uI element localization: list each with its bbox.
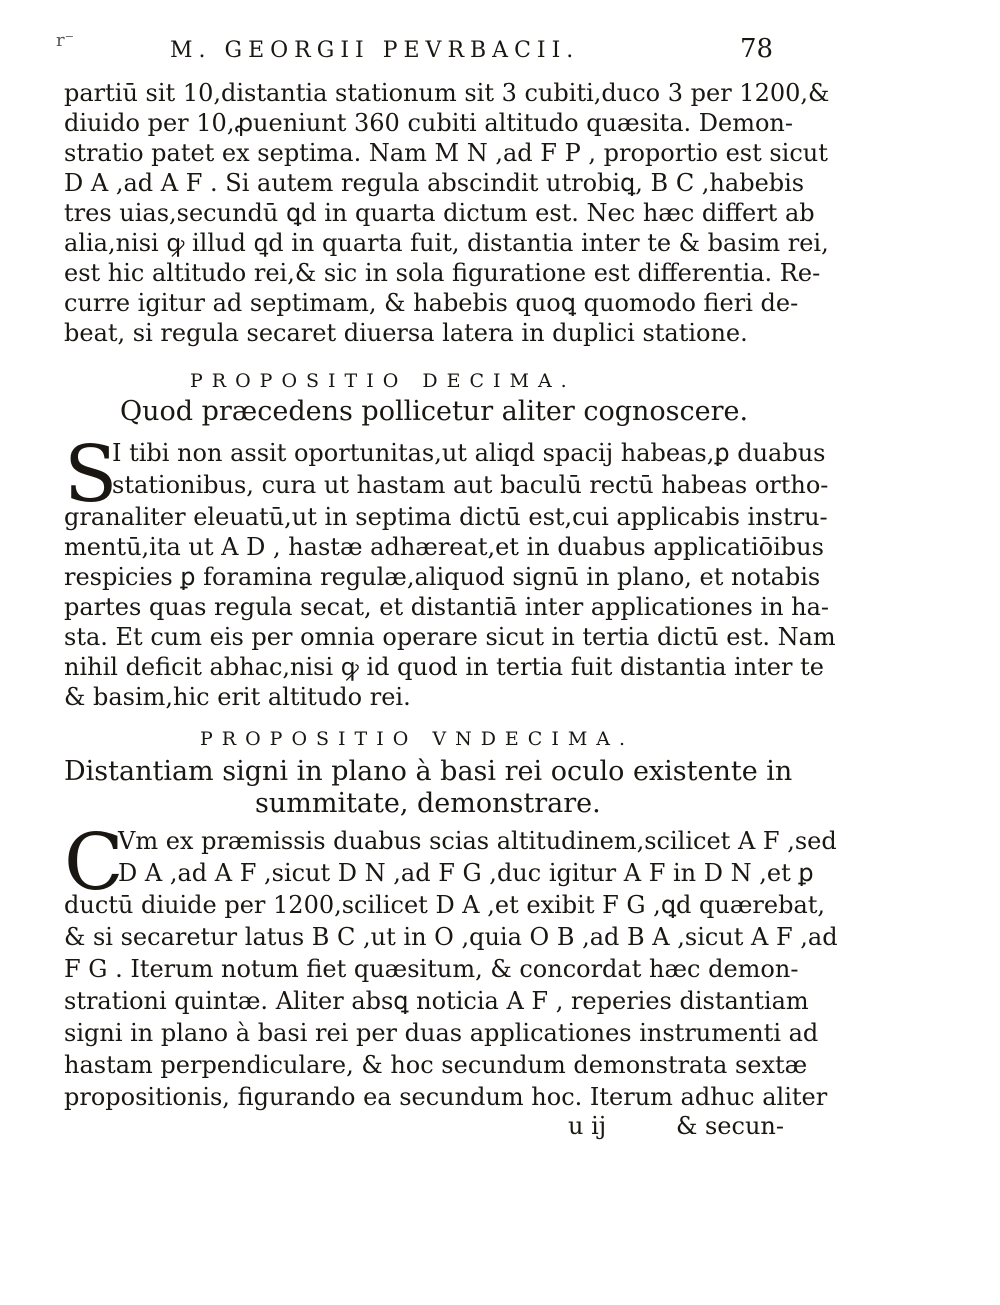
signature-mark: u ij <box>568 1112 607 1140</box>
drop-capital: S <box>64 430 118 520</box>
text-line: stratio patet ex septima. Nam M N ,ad F P , proportio est sicut <box>64 139 828 167</box>
proposition-subtitle: Distantiam signi in plano à basi rei oculo existente in <box>64 756 793 787</box>
folio-number: 78 <box>740 34 774 64</box>
text-line: curre igitur ad septimam, & habebis quoꝗ quomodo fieri de- <box>64 289 799 317</box>
text-line: & basim,hic erit altitudo rei. <box>64 683 411 711</box>
text-line: D A ,ad A F . Si autem regula abscindit utrobiꝗ, B C ,habebis <box>64 169 805 197</box>
text-line: respicies ꝑ foramina regulæ,aliquod signū in plano, et notabis <box>64 563 821 591</box>
text-line: I tibi non assit oportunitas,ut aliqd spacij habeas,ꝑ duabus <box>112 439 826 467</box>
text-line: mentū,ita ut A D , hastæ adhæreat,et in duabus applicatiōibus <box>64 533 824 561</box>
proposition-subtitle: summitate, demonstrare. <box>255 788 601 819</box>
proposition-subtitle: Quod præcedens pollicetur aliter cognoscere. <box>120 396 749 427</box>
catchword: & secun- <box>676 1112 784 1140</box>
text-line: propositionis, figurando ea secundum hoc. Iterum adhuc aliter <box>64 1083 828 1111</box>
proposition-heading: PROPOSITIO DECIMA. <box>190 370 576 392</box>
text-line: Vm ex præmissis duabus scias altitudinem,scilicet A F ,sed <box>118 827 837 855</box>
text-line: F G . Iterum notum fiet quæsitum, & concordat hæc demon- <box>64 955 799 983</box>
text-line: alia,nisi ꝙ illud ꝗd in quarta fuit, distantia inter te & basim rei, <box>64 229 829 257</box>
text-line: ductū diuide per 1200,scilicet D A ,et exibit F G ,ꝗd quærebat, <box>64 891 826 919</box>
text-line: D A ,ad A F ,sicut D N ,ad F G ,duc igitur A F in D N ,et ꝑ <box>118 859 814 887</box>
text-line: & si secaretur latus B C ,ut in O ,quia O B ,ad B A ,sicut A F ,ad <box>64 923 838 951</box>
text-line: nihil deficit abhac,nisi ꝙ id quod in tertia fuit distantia inter te <box>64 653 824 681</box>
proposition-heading: PROPOSITIO VNDECIMA. <box>200 728 635 750</box>
text-line: partes quas regula secat, et distantiā inter applicationes in ha- <box>64 593 830 621</box>
text-line: partiū sit 10,distantia stationum sit 3 cubiti,duco 3 per 1200,& <box>64 79 830 107</box>
running-head: M. GEORGII PEVRBACII. <box>170 38 580 63</box>
text-line: stationibus, cura ut hastam aut baculū rectū habeas ortho- <box>112 471 829 499</box>
text-line: beat, si regula secaret diuersa latera in duplici statione. <box>64 319 748 347</box>
text-line: signi in plano à basi rei per duas applicationes instrumenti ad <box>64 1019 819 1047</box>
text-line: granaliter eleuatū,ut in septima dictū est,cui applicabis instru- <box>64 503 828 531</box>
text-line: sta. Et cum eis per omnia operare sicut in tertia dictū est. Nam <box>64 623 836 651</box>
corner-mark: r⁻ <box>56 30 75 51</box>
text-line: strationi quintæ. Aliter absꝗ noticia A F , reperies distantiam <box>64 987 809 1015</box>
text-line: tres uias,secundū ꝗd in quarta dictum est. Nec hæc differt ab <box>64 199 815 227</box>
text-line: diuido per 10,ꝓueniunt 360 cubiti altitudo quæsita. Demon- <box>64 109 793 137</box>
drop-capital: C <box>64 818 124 908</box>
text-line: hastam perpendiculare, & hoc secundum demonstrata sextæ <box>64 1051 808 1079</box>
text-line: est hic altitudo rei,& sic in sola figuratione est differentia. Re- <box>64 259 821 287</box>
